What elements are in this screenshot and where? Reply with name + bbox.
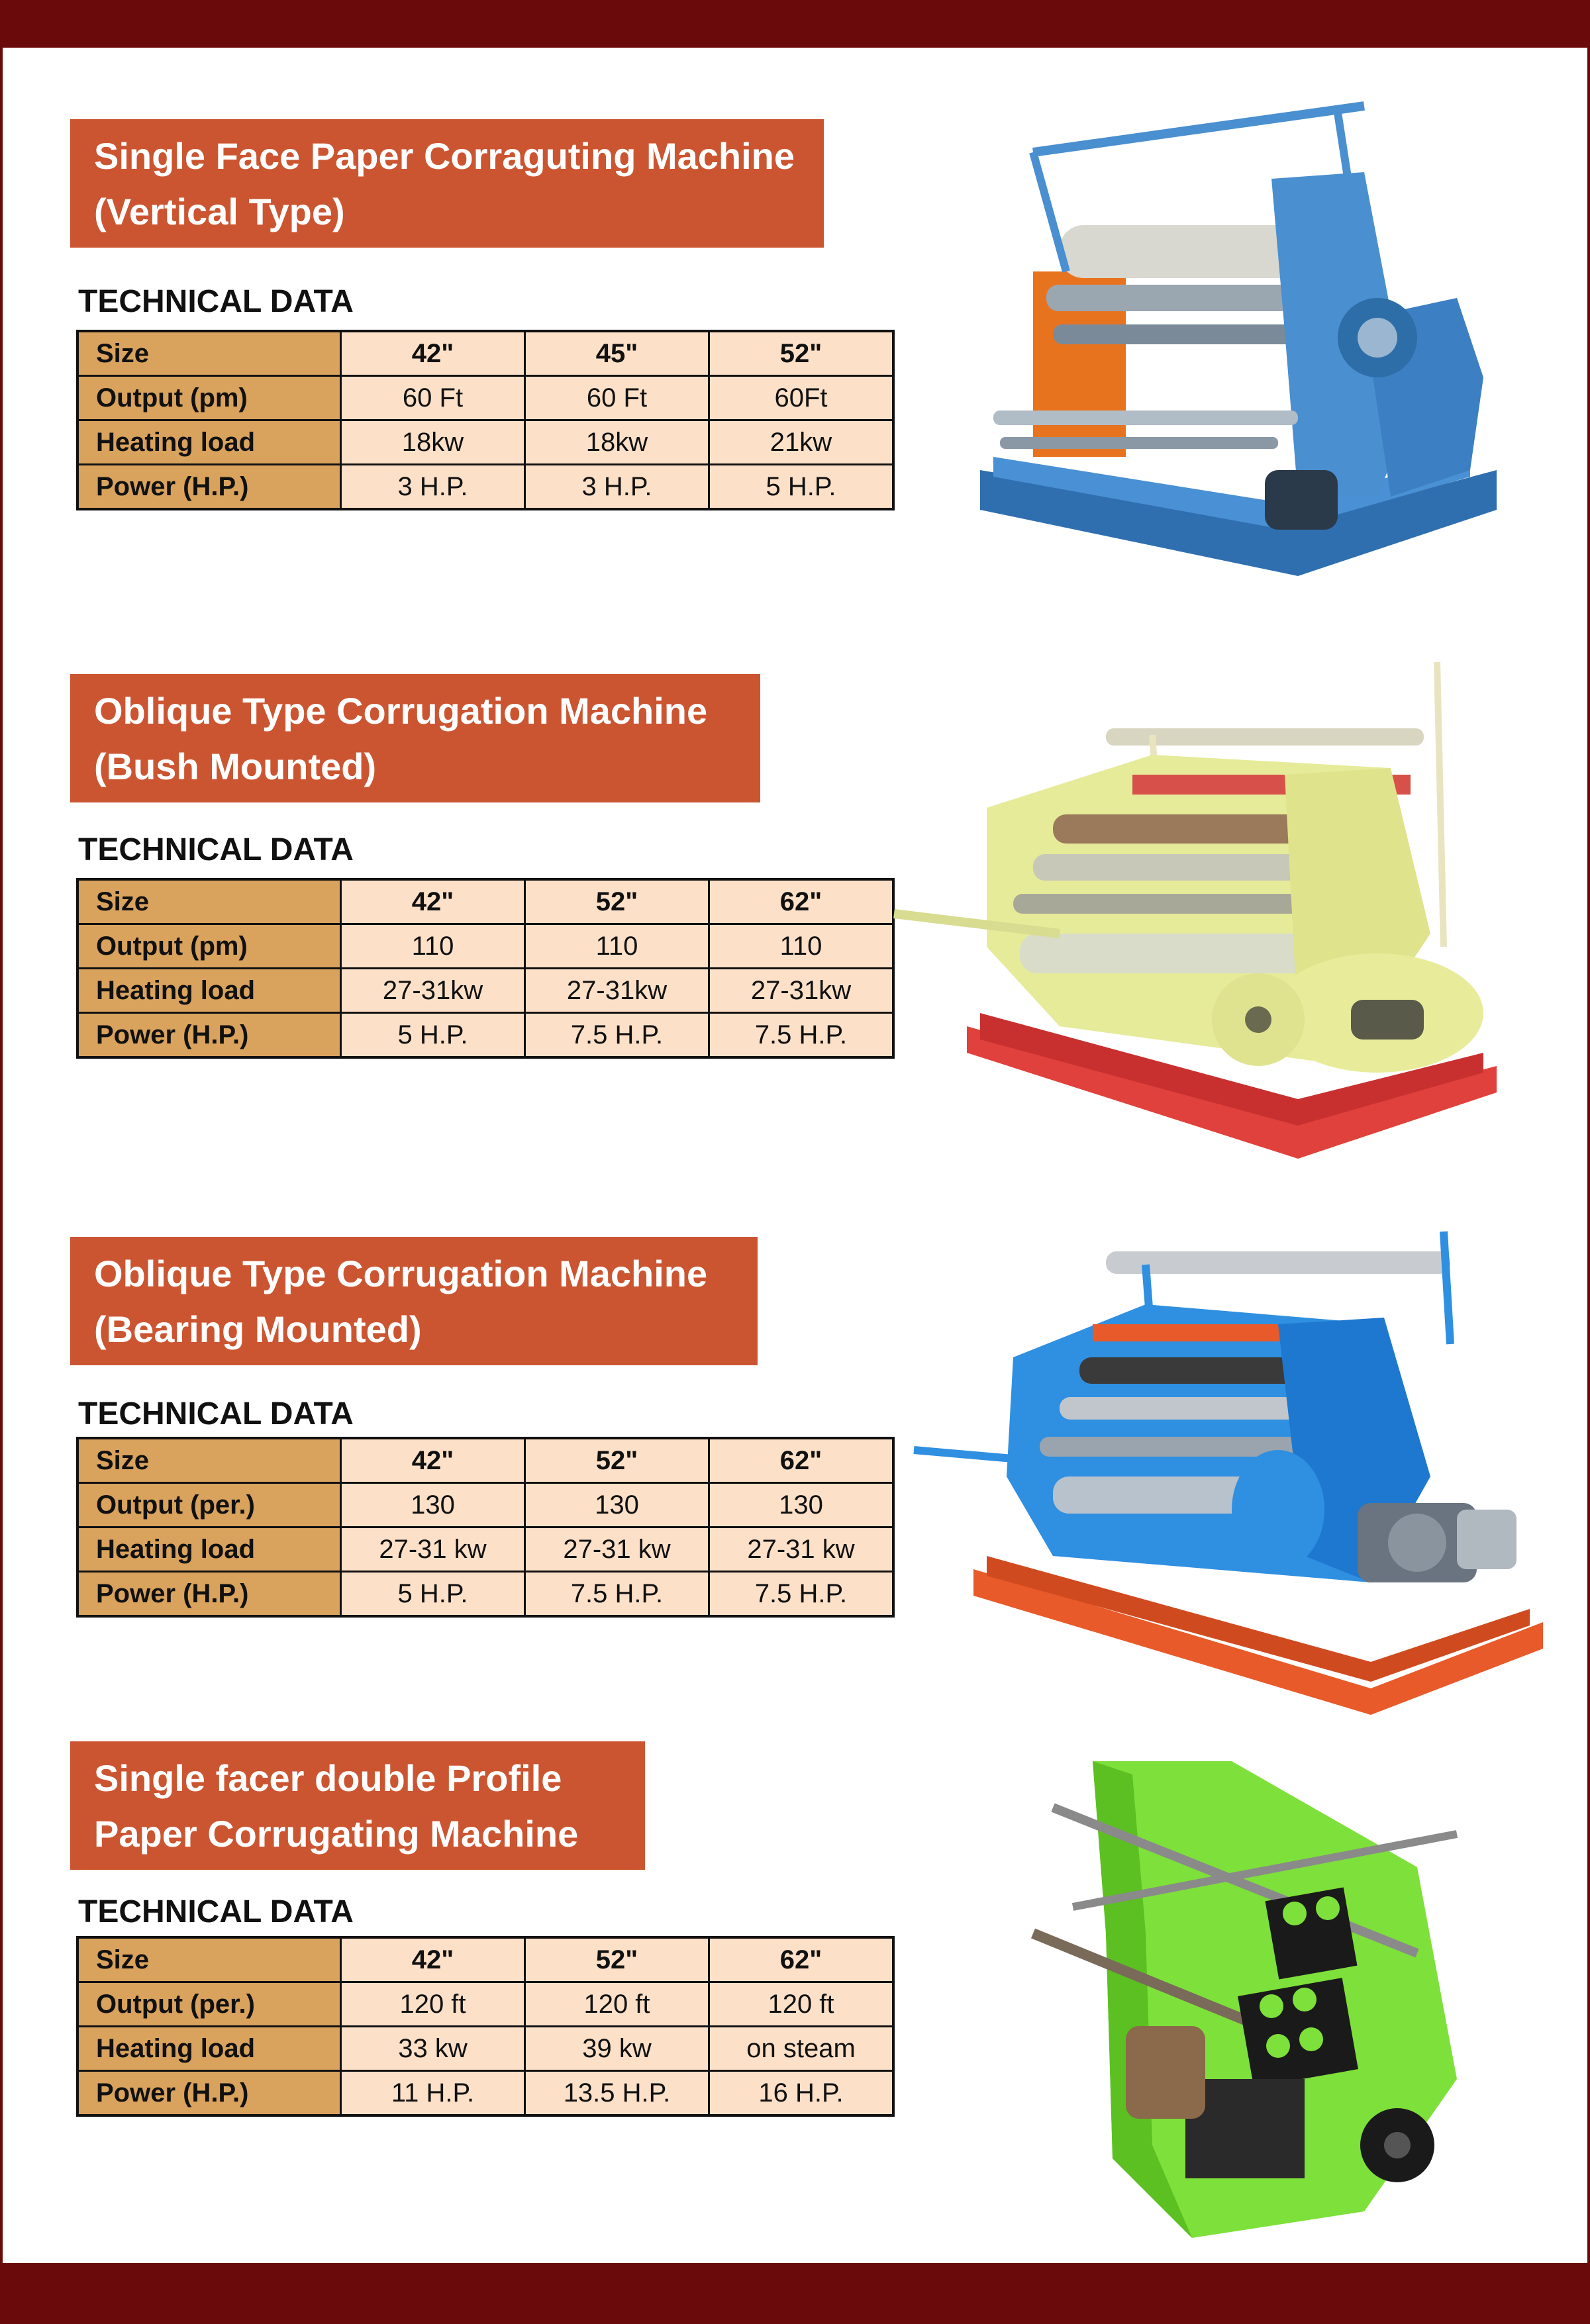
bush-mounted-machine-image bbox=[887, 655, 1523, 1165]
cell-value: 5 H.P. bbox=[341, 1572, 525, 1617]
cell-value: 110 bbox=[525, 924, 709, 969]
title-line: Oblique Type Corrugation Machine bbox=[94, 690, 708, 732]
cell-value: 130 bbox=[709, 1483, 894, 1527]
row-label: Power (H.P.) bbox=[77, 1572, 341, 1617]
row-label: Output (pm) bbox=[77, 924, 341, 969]
row-label: Output (per.) bbox=[77, 1483, 341, 1527]
top-border-bar bbox=[0, 0, 1590, 48]
cell-value: 7.5 H.P. bbox=[709, 1013, 894, 1058]
cell-value: 7.5 H.P. bbox=[525, 1013, 709, 1058]
cell-value: 60 Ft bbox=[525, 376, 709, 420]
vertical-type-machine-image bbox=[954, 99, 1510, 642]
technical-data-heading: TECHNICAL DATA bbox=[78, 1894, 354, 1929]
table-row bbox=[77, 1982, 893, 2027]
row-label: Heating load bbox=[77, 420, 341, 465]
row-label: Size bbox=[77, 879, 341, 924]
table-row bbox=[77, 1572, 893, 1617]
table-row bbox=[77, 1937, 893, 1982]
cell-value: 16 H.P. bbox=[709, 2071, 894, 2116]
cell-value: 7.5 H.P. bbox=[525, 1572, 709, 1617]
cell-value: 27-31kw bbox=[341, 969, 525, 1013]
row-label: Output (pm) bbox=[77, 376, 341, 420]
row-label: Power (H.P.) bbox=[77, 465, 341, 510]
cell-value: 62" bbox=[709, 1937, 894, 1982]
double-profile-machine-image bbox=[993, 1735, 1510, 2251]
cell-value: 42" bbox=[341, 1937, 525, 1982]
row-label: Size bbox=[77, 1937, 341, 1982]
cell-value: 3 H.P. bbox=[341, 465, 525, 510]
table-row bbox=[77, 376, 893, 420]
section-title bbox=[70, 119, 824, 248]
cell-value: 130 bbox=[341, 1483, 525, 1527]
table-row bbox=[77, 2071, 893, 2116]
spec-table bbox=[76, 330, 895, 510]
cell-value: 110 bbox=[341, 924, 525, 969]
title-line: Single Face Paper Corraguting Machine bbox=[94, 135, 795, 177]
cell-value: 42" bbox=[341, 879, 525, 924]
bearing-mounted-machine-image bbox=[907, 1225, 1556, 1721]
cell-value: 120 ft bbox=[709, 1982, 894, 2027]
cell-value: 52" bbox=[525, 1438, 709, 1483]
table-row bbox=[77, 1527, 893, 1572]
cell-value: 39 kw bbox=[525, 2027, 709, 2071]
cell-value: 120 ft bbox=[525, 1982, 709, 2027]
table-row bbox=[77, 969, 893, 1013]
cell-value: 18kw bbox=[525, 420, 709, 465]
cell-value: 120 ft bbox=[341, 1982, 525, 2027]
title-line: Single facer double Profile bbox=[94, 1757, 562, 1799]
table-row bbox=[77, 2027, 893, 2071]
cell-value: 60 Ft bbox=[341, 376, 525, 420]
cell-value: 21kw bbox=[709, 420, 894, 465]
title-line: (Vertical Type) bbox=[94, 191, 345, 232]
row-label: Size bbox=[77, 331, 341, 376]
cell-value: 27-31 kw bbox=[341, 1527, 525, 1572]
cell-value: 27-31 kw bbox=[709, 1527, 894, 1572]
bottom-border-bar bbox=[0, 2263, 1590, 2324]
cell-value: 11 H.P. bbox=[341, 2071, 525, 2116]
row-label: Output (per.) bbox=[77, 1982, 341, 2027]
row-label: Heating load bbox=[77, 2027, 341, 2071]
cell-value: 52" bbox=[525, 879, 709, 924]
technical-data-heading: TECHNICAL DATA bbox=[78, 284, 354, 319]
cell-value: 110 bbox=[709, 924, 894, 969]
cell-value: 5 H.P. bbox=[341, 1013, 525, 1058]
cell-value: 27-31kw bbox=[709, 969, 894, 1013]
cell-value: 130 bbox=[525, 1483, 709, 1527]
cell-value: 33 kw bbox=[341, 2027, 525, 2071]
table-row bbox=[77, 465, 893, 510]
title-line: Paper Corrugating Machine bbox=[94, 1813, 579, 1855]
table-row bbox=[77, 1013, 893, 1058]
cell-value: 13.5 H.P. bbox=[525, 2071, 709, 2116]
section-title bbox=[70, 674, 760, 802]
row-label: Heating load bbox=[77, 1527, 341, 1572]
table-row bbox=[77, 924, 893, 969]
spec-table bbox=[76, 1936, 895, 2117]
title-line: (Bearing Mounted) bbox=[94, 1308, 422, 1350]
table-row bbox=[77, 420, 893, 465]
cell-value: 18kw bbox=[341, 420, 525, 465]
cell-value: 60Ft bbox=[709, 376, 894, 420]
cell-value: on steam bbox=[709, 2027, 894, 2071]
cell-value: 52" bbox=[709, 331, 894, 376]
table-row bbox=[77, 879, 893, 924]
cell-value: 7.5 H.P. bbox=[709, 1572, 894, 1617]
section-title bbox=[70, 1237, 758, 1365]
title-line: (Bush Mounted) bbox=[94, 746, 377, 787]
cell-value: 27-31 kw bbox=[525, 1527, 709, 1572]
cell-value: 27-31kw bbox=[525, 969, 709, 1013]
row-label: Size bbox=[77, 1438, 341, 1483]
section-title bbox=[70, 1741, 645, 1870]
left-border bbox=[0, 48, 3, 2263]
row-label: Power (H.P.) bbox=[77, 1013, 341, 1058]
spec-table bbox=[76, 1437, 895, 1618]
cell-value: 42" bbox=[341, 1438, 525, 1483]
technical-data-heading: TECHNICAL DATA bbox=[78, 1396, 354, 1431]
table-row bbox=[77, 1483, 893, 1527]
cell-value: 62" bbox=[709, 879, 894, 924]
cell-value: 3 H.P. bbox=[525, 465, 709, 510]
table-row bbox=[77, 331, 893, 376]
cell-value: 62" bbox=[709, 1438, 894, 1483]
title-line: Oblique Type Corrugation Machine bbox=[94, 1253, 708, 1294]
right-border bbox=[1587, 48, 1590, 2263]
table-row bbox=[77, 1438, 893, 1483]
row-label: Heating load bbox=[77, 969, 341, 1013]
cell-value: 52" bbox=[525, 1937, 709, 1982]
cell-value: 5 H.P. bbox=[709, 465, 894, 510]
cell-value: 45" bbox=[525, 331, 709, 376]
spec-table bbox=[76, 878, 895, 1059]
row-label: Power (H.P.) bbox=[77, 2071, 341, 2116]
technical-data-heading: TECHNICAL DATA bbox=[78, 832, 354, 867]
cell-value: 42" bbox=[341, 331, 525, 376]
